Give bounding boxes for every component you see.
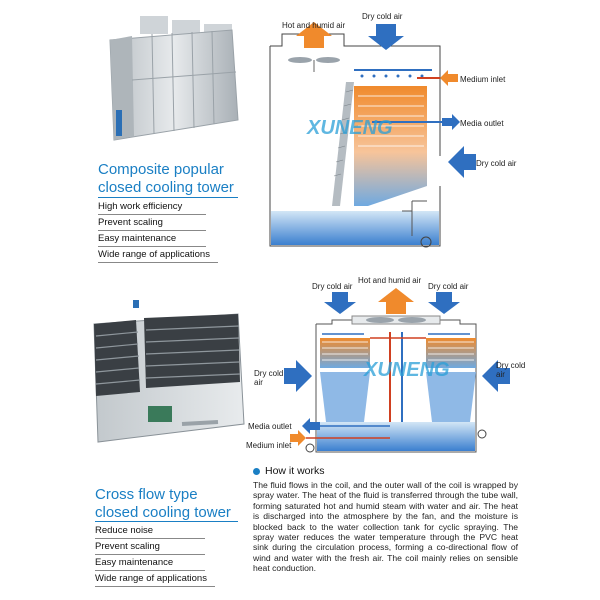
product2-feature: Wide range of applications: [95, 573, 207, 584]
product1-title-rule: [98, 197, 238, 198]
product2-feature: Reduce noise: [95, 525, 154, 536]
how-it-works-text: The fluid flows in the coil, and the outer wall of the coil is wrapped by spray water. The heat of the fluid is transferred through the tube wall, forming saturated hot and humid steam with water and air. The heat is discharged into the atmosphere by the fan, and the moisture is blocked back to the water collection tank for cyclic spraying. The spray water reduces the water temperature through the PVC heat sink during the circulation process, forming a co-directional flow of wind and water with the fresh air. The coil mainly relies on sensible heat conduction.: [253, 480, 518, 574]
label-dry-cold-air-right-top: Dry cold air: [428, 282, 469, 291]
feature-divider: [98, 246, 206, 247]
product1-title: [98, 161, 234, 197]
hot-air-arrow: [378, 288, 414, 314]
feature-divider: [98, 230, 206, 231]
cold-air-arrow-left-top: [324, 292, 356, 314]
label-hot-air: Hot and humid air: [358, 276, 422, 285]
product1-feature: Prevent scaling: [98, 217, 163, 228]
label-dry-cold-air-right: air: [496, 370, 505, 379]
feature-divider: [95, 554, 205, 555]
feature-divider: [95, 570, 205, 571]
label-medium-inlet: Medium inlet: [460, 75, 506, 84]
pvc-fill-left: [320, 372, 370, 422]
fan-icon: [288, 57, 340, 72]
label-dry-cold-air-left: air: [254, 378, 263, 387]
label-dry-cold-air-left: Dry cold: [254, 369, 284, 378]
label-dry-cold-air-top: Dry cold air: [362, 12, 403, 21]
composite-tower-diagram: [262, 6, 522, 256]
product2-feature: Easy maintenance: [95, 557, 174, 568]
label-media-outlet: Media outlet: [248, 422, 292, 431]
product2-title: [95, 486, 231, 522]
cold-air-arrow-left-side: [284, 360, 312, 392]
label-dry-cold-air-left-top: Dry cold air: [312, 282, 353, 291]
label-media-outlet: Media outlet: [460, 119, 504, 128]
watermark-logo: XUNENG: [307, 117, 393, 139]
product1-title-line2: closed cooling tower: [98, 179, 234, 196]
cold-air-arrow-right-top: [428, 292, 460, 314]
cross-flow-cooling-tower-photo: [88, 296, 248, 446]
medium-inlet-arrow: [290, 430, 306, 446]
watermark-logo: XUNENG: [364, 359, 450, 381]
feature-divider: [95, 586, 215, 587]
feature-divider: [95, 538, 205, 539]
cross-flow-tower-diagram: [240, 272, 530, 464]
side-cold-air-arrow: [448, 146, 476, 178]
label-medium-inlet: Medium inlet: [246, 441, 292, 450]
product1-feature: Easy maintenance: [98, 233, 177, 244]
pvc-fill: [332, 82, 354, 206]
fan-icon: [352, 316, 440, 324]
feature-divider: [98, 262, 218, 263]
product2-title-rule: [95, 521, 238, 522]
label-dry-cold-air-right: Dry cold: [496, 361, 526, 370]
bullet-icon: [253, 468, 260, 475]
pump-icon: [478, 430, 486, 438]
product1-feature: High work efficiency: [98, 201, 183, 212]
product1-feature: Wide range of applications: [98, 249, 210, 260]
label-dry-cold-air-side: Dry cold air: [476, 159, 517, 168]
water-collection-tank: [271, 211, 439, 245]
feature-divider: [98, 214, 206, 215]
media-outlet-arrow: [442, 114, 460, 130]
product2-title-line2: closed cooling tower: [95, 504, 231, 521]
how-it-works-heading: How it works: [265, 465, 325, 477]
label-hot-air: Hot and humid air: [282, 21, 346, 30]
product2-feature: Prevent scaling: [95, 541, 160, 552]
pump-icon: [306, 444, 314, 452]
medium-inlet-arrow: [440, 70, 458, 86]
product1-title-line1: Composite popular: [98, 161, 224, 178]
product2-title-line1: Cross flow type: [95, 486, 198, 503]
composite-cooling-tower-photo: [92, 10, 242, 148]
